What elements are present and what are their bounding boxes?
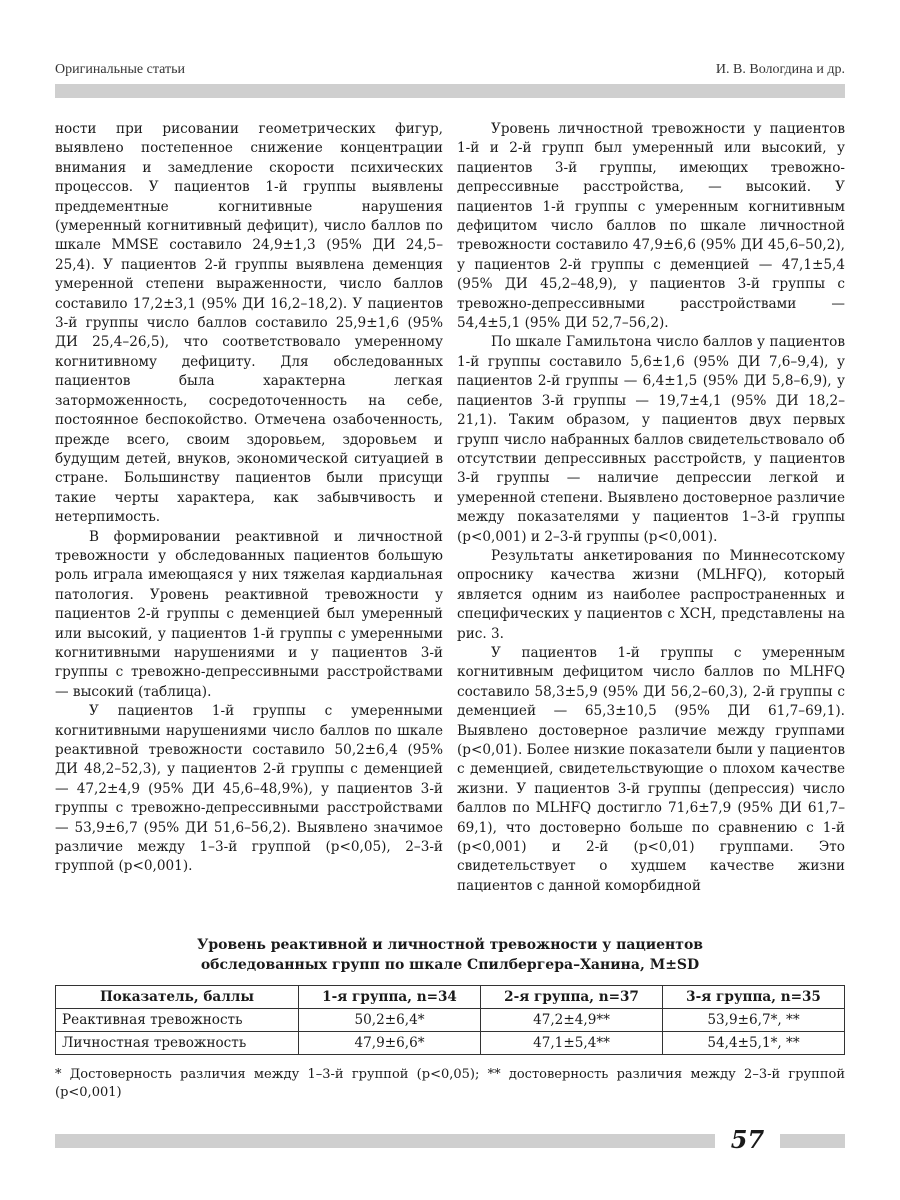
- anxiety-table: [55, 985, 845, 1055]
- table-cell: 47,2±4,9**: [481, 1009, 663, 1032]
- paragraph: ности при рисовании геометрических фигур, выявлено постепенное снижение концентрации внимания и замедление скорости психических процессов. У пациентов 1-й группы выявлены преддементные когнитивные нарушения (умеренный когнитивный дефицит), число баллов по шкале MMSE составило 24,9±1,3 (95% ДИ 24,5–25,4). У пациентов 2-й группы выявлена деменция умеренной степени выраженности, число баллов составило 17,2±3,1 (95% ДИ 16,2–18,2). У пациентов 3-й группы число баллов составило 25,9±1,6 (95% ДИ 25,4–26,5), что соответствовало умеренному когнитивному дефициту. Для обследованных пациентов была характерна легкая заторможенность, сосредоточенность на себе, постоянное беспокойство. Отмечена озабоченность, прежде всего, своим здоровьем, здоровьем и будущим детей, внуков, экономической ситуацией в стране. Большинству пациентов были присущи такие черты характера, как забывчивость и нетерпимость.: [55, 121, 443, 526]
- table-caption-line: Уровень реактивной и личностной тревожности у пациентов: [196, 937, 704, 953]
- table-cell: 47,1±5,4**: [481, 1032, 663, 1055]
- table-header-cell: 2-я группа, n=37: [481, 986, 663, 1009]
- table-header-cell: Показатель, баллы: [56, 986, 299, 1009]
- table-header-cell: 3-я группа, n=35: [663, 986, 845, 1009]
- table-header-cell: 1-я группа, n=34: [299, 986, 481, 1009]
- paragraph: Результаты анкетирования по Миннесотскому опроснику качества жизни (MLHFQ), который является одним из наиболее распространенных и специфических у пациентов с ХСН, представлены на рис. 3.: [457, 547, 845, 642]
- paragraph: Уровень личностной тревожности у пациентов 1-й и 2-й групп был умеренный или высокий, у пациентов 3-й группы, имеющих тревожно-депрессивные расстройства, — высокий. У пациентов 1-й группы с умеренным когнитивным дефицитом число баллов по шкале личностной тревожности составило 47,9±6,6 (95% ДИ 45,6–50,2), у пациентов 2-й группы с деменцией — 47,1±5,4 (95% ДИ 45,2–48,9), у пациентов 3-й группы с тревожно-депрессивными расстройствами — 54,4±5,1 (95% ДИ 52,7–56,2).: [457, 121, 845, 332]
- table-cell: 53,9±6,7*, **: [663, 1009, 845, 1032]
- paragraph: По шкале Гамильтона число баллов у пациентов 1-й группы составило 5,6±1,6 (95% ДИ 7,6–9,4), у пациентов 2-й группы — 6,4±1,5 (95% ДИ 5,8–6,9), у пациентов 3-й группы — 19,7±4,1 (95% ДИ 18,2–21,1). Таким образом, у пациентов двух первых групп число набранных баллов свидетельствовало об отсутствии депрессивных расстройств, у пациентов 3-й группы — наличие депрессии легкой и умеренной степени. Выявлено достоверное различие между показателями у пациентов 1–3-й группы (p<0,001) и 2–3-й группы (p<0,001).: [457, 334, 845, 545]
- table-cell: 50,2±6,4*: [299, 1009, 481, 1032]
- footer-divider: [55, 1134, 715, 1148]
- paragraph: У пациентов 1-й группы с умеренными когнитивными нарушениями число баллов по шкале реактивной тревожности составило 50,2±6,4 (95% ДИ 48,2–52,3), у пациентов 2-й группы с деменцией — 47,2±4,9 (95% ДИ 45,6–48,9%), у пациентов 3-й группы с тревожно-депрессивными расстройствами — 53,9±6,7 (95% ДИ 51,6–56,2). Выявлено значимое различие между 1–3-й группой (p<0,05), 2–3-й группой (p<0,001).: [55, 703, 443, 875]
- paragraph: В формировании реактивной и личностной тревожности у обследованных пациентов большую роль играла имеющаяся у них тяжелая кардиальная патология. Уровень реактивной тревожности у пациентов 2-й группы с деменцией был умеренный или высокий, у пациентов 1-й группы с умеренными когнитивными нарушениями и у пациентов 3-й группы с тревожно-депрессивными расстройствами — высокий (таблица).: [55, 528, 443, 700]
- table-caption: [55, 935, 845, 975]
- table-row: [56, 1032, 845, 1055]
- table-cell: 54,4±5,1*, **: [663, 1032, 845, 1055]
- table-caption-line: обследованных групп по шкале Спилбергера–Ханина, M±SD: [200, 957, 700, 973]
- section-title: Оригинальные статьи: [55, 62, 185, 77]
- page-number: 57: [730, 1125, 765, 1154]
- table-cell: Реактивная тревожность: [56, 1009, 299, 1032]
- header-divider: [55, 84, 845, 98]
- table-footnote: * Достоверность различия между 1–3-й группой (p<0,05); ** достоверность различия между 2–3-й группой (p<0,001): [55, 1067, 845, 1100]
- running-header: [55, 62, 845, 82]
- right-column: [457, 120, 845, 896]
- left-column: [55, 120, 443, 877]
- table-cell: Личностная тревожность: [56, 1032, 299, 1055]
- table-row: [56, 1009, 845, 1032]
- table-header-row: [56, 986, 845, 1009]
- footer-divider: [780, 1134, 845, 1148]
- paragraph: У пациентов 1-й группы с умеренным когнитивным дефицитом число баллов по MLHFQ составило 58,3±5,9 (95% ДИ 56,2–60,3), 2-й группы с деменцией — 65,3±10,5 (95% ДИ 61,7–69,1). Выявлено достоверное различие между группами (p<0,01). Более низкие показатели были у пациентов с деменцией, свидетельствующие о плохом качестве жизни. У пациентов 3-й группы (депрессия) число баллов по MLHFQ достигло 71,6±7,9 (95% ДИ 61,7–69,1), что достоверно больше по сравнению с 1-й (p<0,001) и 2-й (p<0,01) группами. Это свидетельствует о худшем качестве жизни пациентов с данной коморбидной: [457, 644, 845, 894]
- table-cell: 47,9±6,6*: [299, 1032, 481, 1055]
- authors: И. В. Вологдина и др.: [715, 62, 845, 77]
